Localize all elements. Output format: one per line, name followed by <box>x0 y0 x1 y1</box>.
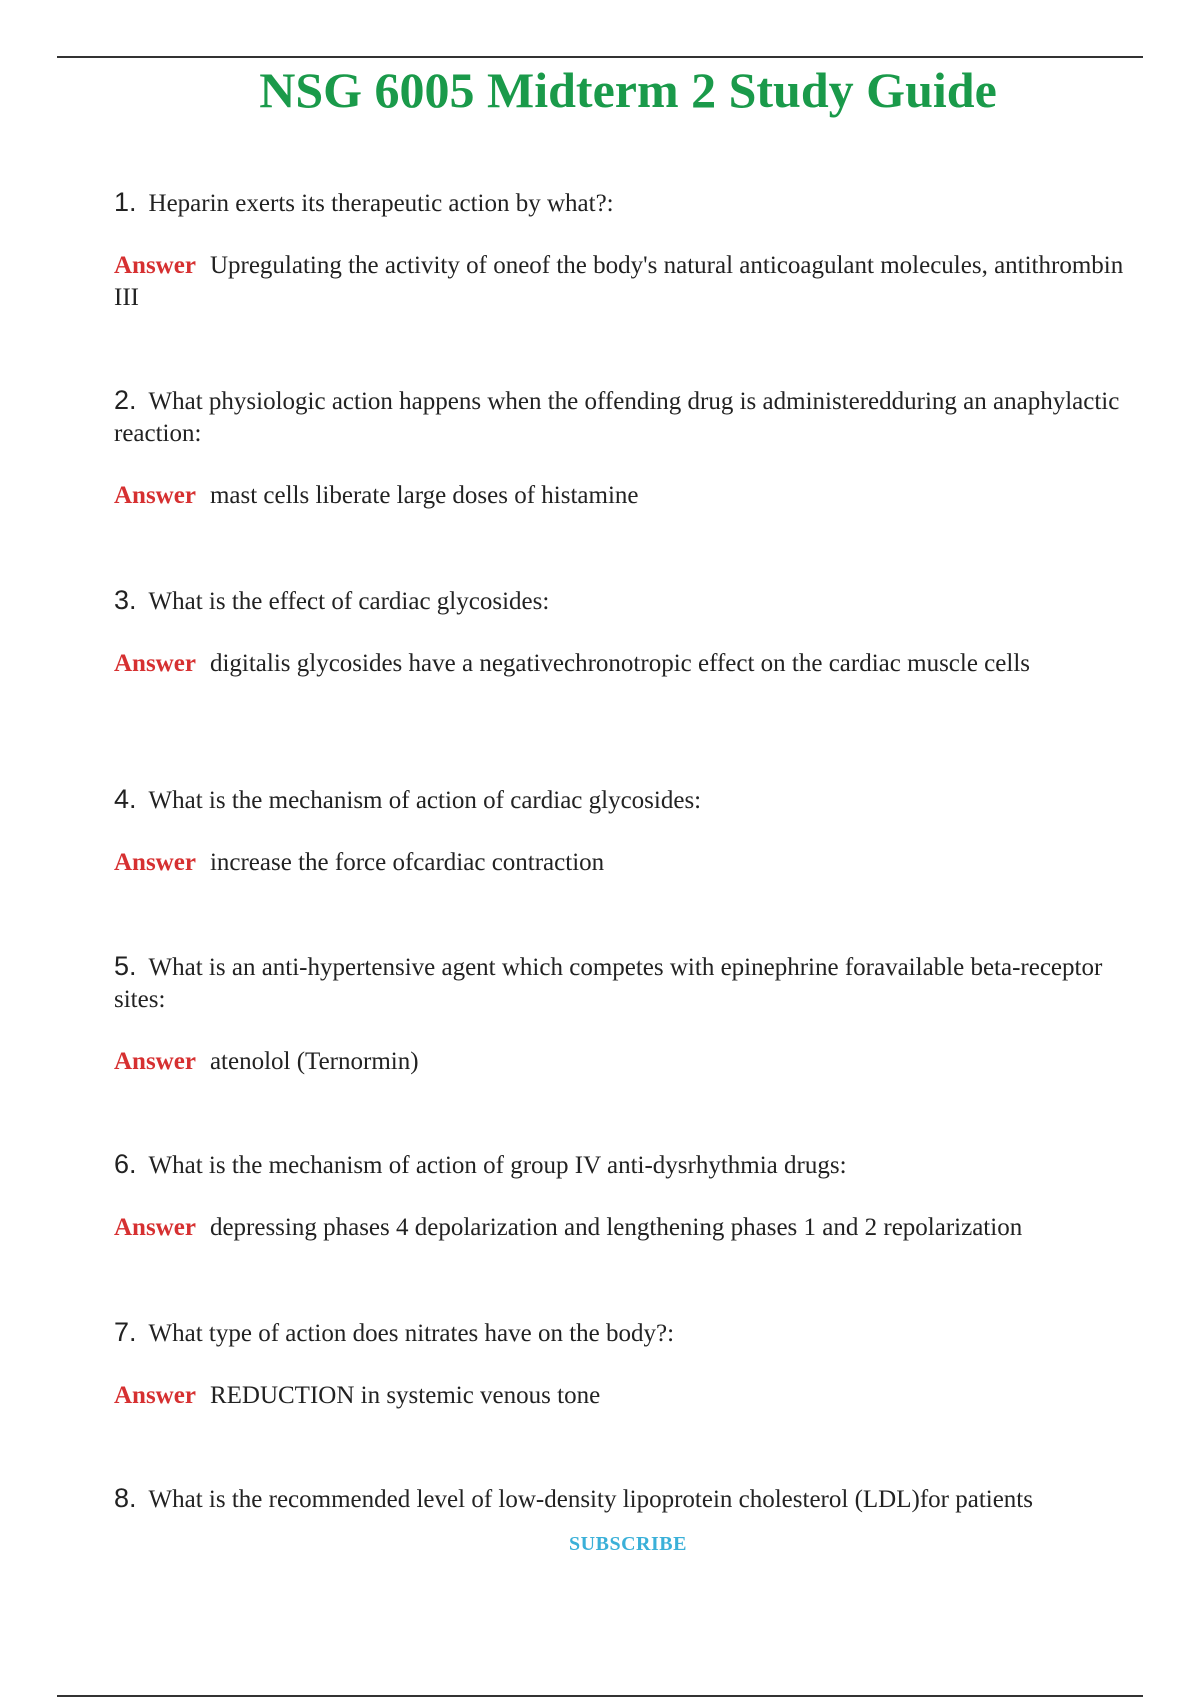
question-number: 7. <box>114 1317 137 1347</box>
question-text: What is the mechanism of action of group IV anti-dysrhythmia drugs: <box>148 1152 847 1179</box>
qa-item-8 <box>114 1482 1144 1516</box>
answer-text: REDUCTION in systemic venous tone <box>209 1382 601 1409</box>
answer-text: increase the force ofcardiac contraction <box>209 849 605 876</box>
answer <box>114 1046 1144 1078</box>
answer-label: Answer <box>114 650 196 677</box>
question-number: 4. <box>114 784 137 814</box>
answer-text: atenolol (Ternormin) <box>209 1048 419 1075</box>
answer-label: Answer <box>114 482 196 509</box>
answer-text: depressing phases 4 depolarization and lengthening phases 1 and 2 repolarization <box>209 1214 1023 1241</box>
answer-label: Answer <box>114 252 196 279</box>
answer-label: Answer <box>114 1382 196 1409</box>
answer <box>114 648 1144 680</box>
qa-item-7 <box>114 1316 1144 1412</box>
answer-text: digitalis glycosides have a negativechronotropic effect on the cardiac muscle cells <box>209 650 1030 677</box>
answer-text: Upregulating the activity of oneof the body's natural anticoagulant molecules, antithrombin III <box>114 252 1124 311</box>
answer <box>114 250 1144 314</box>
qa-item-1 <box>114 186 1144 314</box>
question-text: What type of action does nitrates have on the body?: <box>148 1320 675 1347</box>
question <box>114 1148 1144 1182</box>
question <box>114 950 1144 1016</box>
question-text: What is the effect of cardiac glycosides: <box>148 588 550 615</box>
answer-label: Answer <box>114 1214 196 1241</box>
question <box>114 186 1144 220</box>
question-number: 5. <box>114 951 137 981</box>
question-number: 1. <box>114 187 137 217</box>
question <box>114 1482 1144 1516</box>
question-number: 3. <box>114 585 137 615</box>
answer-label: Answer <box>114 849 196 876</box>
question <box>114 1316 1144 1350</box>
question <box>114 584 1144 618</box>
qa-item-4 <box>114 783 1144 879</box>
question <box>114 783 1144 817</box>
question-text: What physiologic action happens when the offending drug is administeredduring an anaphylactic reaction: <box>114 388 1120 447</box>
answer <box>114 480 1144 512</box>
question <box>114 384 1144 450</box>
question-text: Heparin exerts its therapeutic action by what?: <box>148 190 614 217</box>
answer <box>114 1380 1144 1412</box>
question-number: 8. <box>114 1483 137 1513</box>
qa-item-6 <box>114 1148 1144 1244</box>
question-text: What is the mechanism of action of cardiac glycosides: <box>148 787 702 814</box>
qa-item-2 <box>114 384 1144 512</box>
subscribe-link[interactable]: SUBSCRIBE <box>569 1533 687 1555</box>
answer <box>114 1212 1144 1244</box>
answer <box>114 847 1144 879</box>
page-title: NSG 6005 Midterm 2 Study Guide <box>259 62 997 118</box>
bottom-rule <box>57 1695 1143 1697</box>
qa-item-5 <box>114 950 1144 1078</box>
question-number: 2. <box>114 385 137 415</box>
answer-label: Answer <box>114 1048 196 1075</box>
question-number: 6. <box>114 1149 137 1179</box>
qa-item-3 <box>114 584 1144 680</box>
answer-text: mast cells liberate large doses of histamine <box>209 482 639 509</box>
question-text: What is the recommended level of low-density lipoprotein cholesterol (LDL)for patients <box>148 1486 1033 1513</box>
question-text: What is an anti-hypertensive agent which competes with epinephrine foravailable beta-receptor sites: <box>114 954 1103 1013</box>
